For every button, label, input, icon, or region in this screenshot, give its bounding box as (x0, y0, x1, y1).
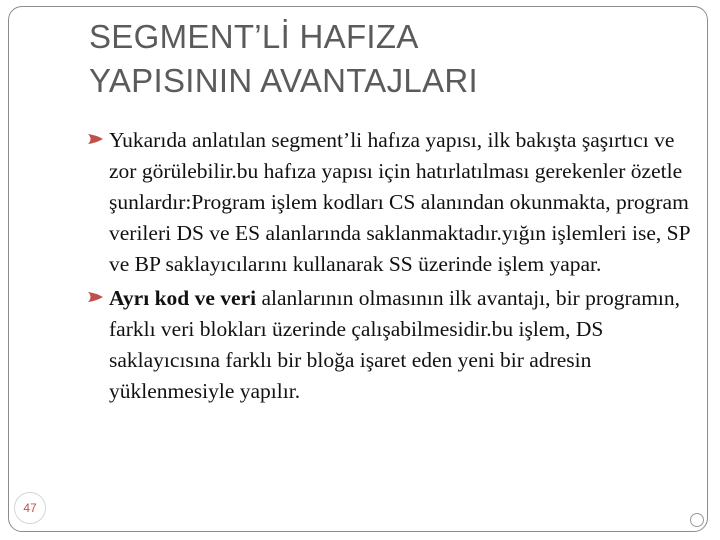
bullet-bold-text-2: Ayrı kod ve veri (109, 286, 257, 310)
bullet-icon (87, 125, 109, 156)
slide-frame (8, 6, 708, 532)
slide-title (89, 15, 649, 103)
bullet-icon (87, 283, 109, 314)
corner-decoration (690, 513, 704, 527)
bullet-paragraph-2 (87, 283, 707, 407)
slide-title-line-1: SEGMENT’Lİ HAFIZA (89, 18, 419, 55)
bullet-text-2: alanlarının olmasının ilk avantajı, bir programın, farklı veri blokları üzerinde çalışabilmesidir.bu işlem, DS saklayıcısına farklı bir bloğa işaret eden yeni bir adresin yüklenmesiyle yapılır. (109, 286, 681, 403)
slide-title-line-2: YAPISININ AVANTAJLARI (89, 62, 478, 99)
slide-content (87, 125, 707, 410)
page-number: 47 (14, 492, 46, 524)
bullet-paragraph-1 (87, 125, 707, 280)
bullet-text-1: Yukarıda anlatılan segment’li hafıza yapısı, ilk bakışta şaşırtıcı ve zor görülebilir.bu hafıza yapısı için hatırlatılması gerekenler özetle şunlardır:Program işlem kodları CS alanından okunmakta, program verileri DS ve ES alanlarında saklanmaktadır.yığın işlemleri ise, SP ve BP saklayıcılarını kullanarak SS üzerinde işlem yapar. (109, 128, 690, 276)
